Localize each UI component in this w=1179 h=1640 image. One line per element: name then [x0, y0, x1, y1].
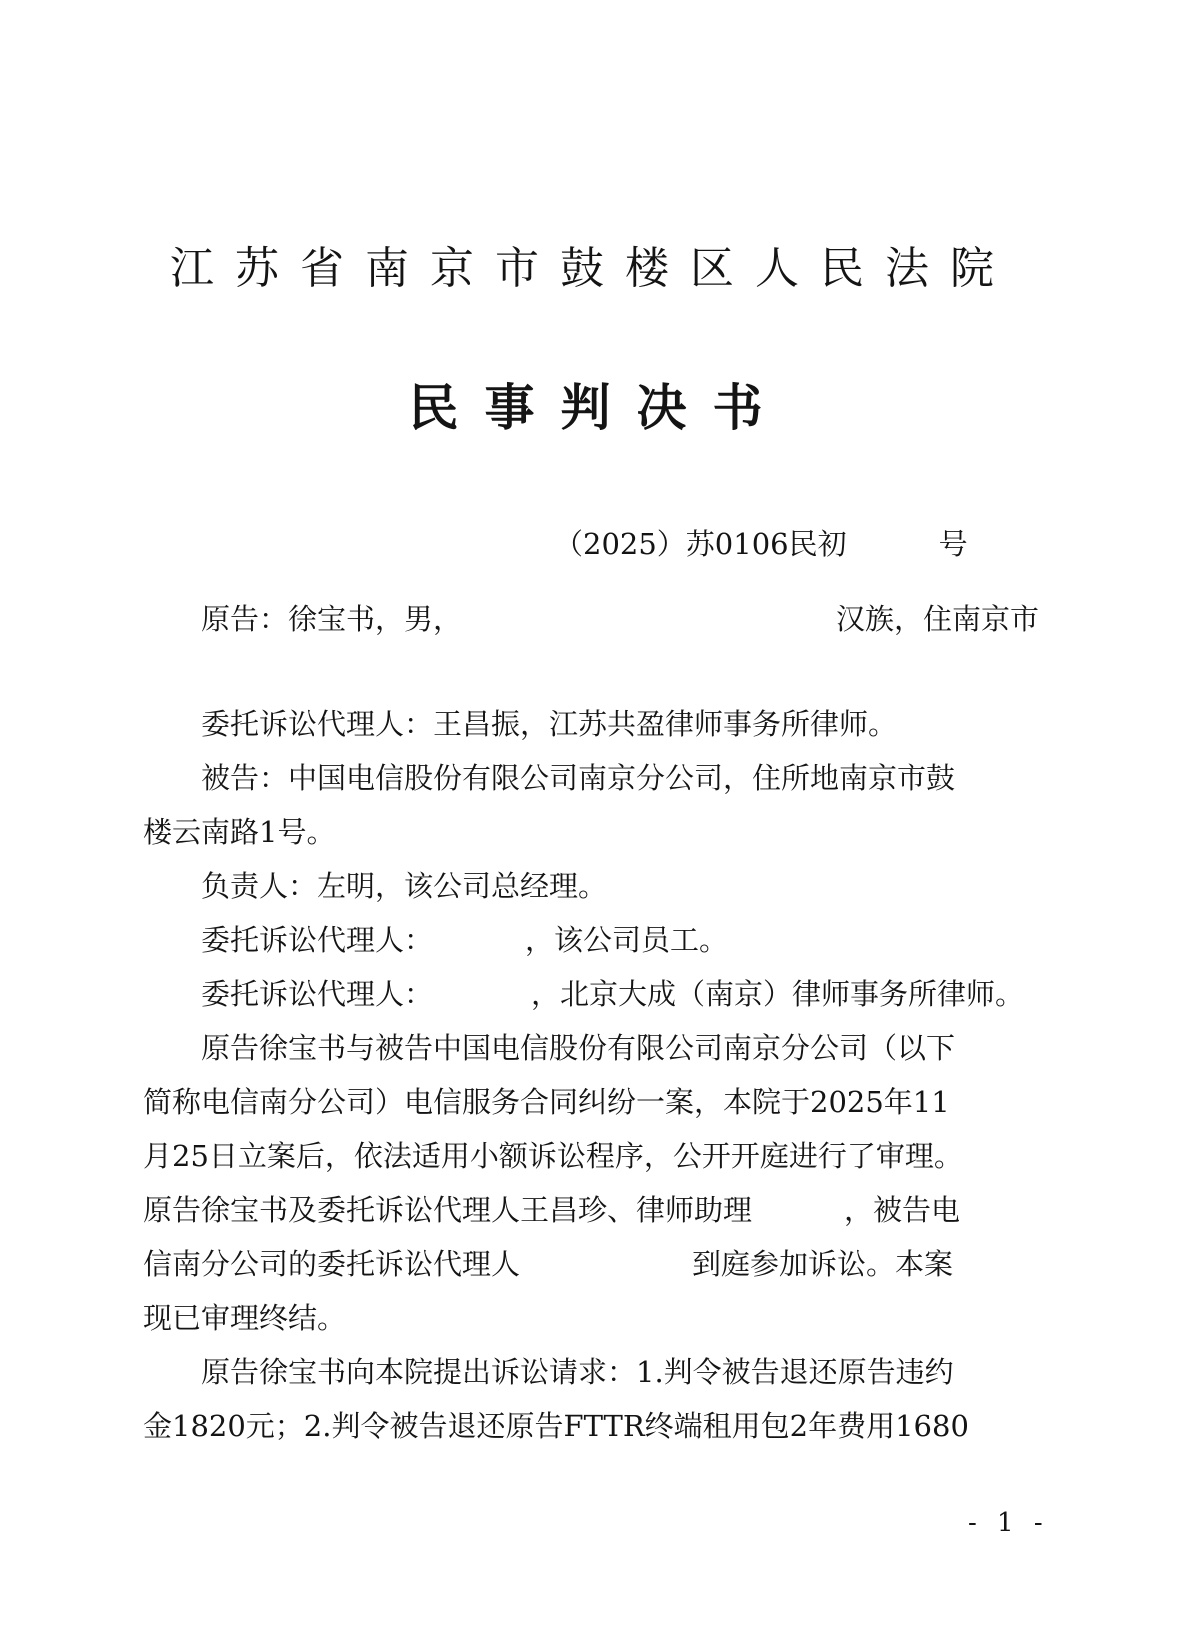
narrative-text: 到庭参加诉讼。本案 [692, 1247, 954, 1281]
narrative-line-2: 简称电信南分公司）电信服务合同纠纷一案，本院于2025年11 [143, 1085, 950, 1119]
plaintiff-line [143, 592, 1039, 646]
plaintiff-residence: 汉族，住南京市 [835, 602, 1039, 636]
agent-label: 委托诉讼代理人： [201, 923, 434, 957]
narrative-text: 原告徐宝书及委托诉讼代理人王昌珍、律师助理 [143, 1193, 753, 1227]
case-number [554, 522, 968, 563]
narrative-text: 信南分公司的委托诉讼代理人 [143, 1247, 521, 1281]
defendant-agent-1 [143, 913, 1039, 967]
claims-line-2: 金1820元；2.判令被告退还原告FTTR终端租用包2年费用1680 [143, 1409, 969, 1443]
defendant-line-1: 被告：中国电信股份有限公司南京分公司，住所地南京市鼓 [201, 761, 956, 795]
defendant-line-2: 楼云南路1号。 [143, 815, 336, 849]
page-number: - 1 - [968, 1508, 1049, 1538]
narrative-text: ，被告电 [844, 1193, 961, 1227]
agent-role: ，该公司员工。 [525, 923, 729, 957]
responsible-person: 负责人：左明，该公司总经理。 [201, 869, 608, 903]
court-name: 江苏省南京市鼓楼区人民法院 [170, 243, 1015, 294]
case-number-suffix: 号 [938, 527, 968, 561]
narrative-line-5 [143, 1237, 1039, 1291]
plaintiff-section [143, 592, 1039, 646]
claims-line-1: 原告徐宝书向本院提出诉讼请求：1.判令被告退还原告违约 [201, 1355, 954, 1389]
defendant-agent-2 [143, 967, 1039, 1021]
case-number-prefix: （2025）苏0106民初 [554, 527, 847, 561]
narrative-line-6: 现已审理终结。 [143, 1301, 347, 1335]
parties-section [143, 697, 1039, 1453]
plaintiff-agent: 委托诉讼代理人：王昌振，江苏共盈律师事务所律师。 [201, 707, 898, 741]
document-title: 民事判决书 [408, 378, 789, 437]
narrative-line-3: 月25日立案后，依法适用小额诉讼程序，公开开庭进行了审理。 [143, 1139, 963, 1173]
narrative-line-1: 原告徐宝书与被告中国电信股份有限公司南京分公司（以下 [201, 1031, 956, 1065]
plaintiff-info: 原告：徐宝书，男， [201, 602, 463, 636]
agent-label: 委托诉讼代理人： [201, 977, 434, 1011]
agent-role: ，北京大成（南京）律师事务所律师。 [531, 977, 1025, 1011]
narrative-line-4 [143, 1183, 1039, 1237]
